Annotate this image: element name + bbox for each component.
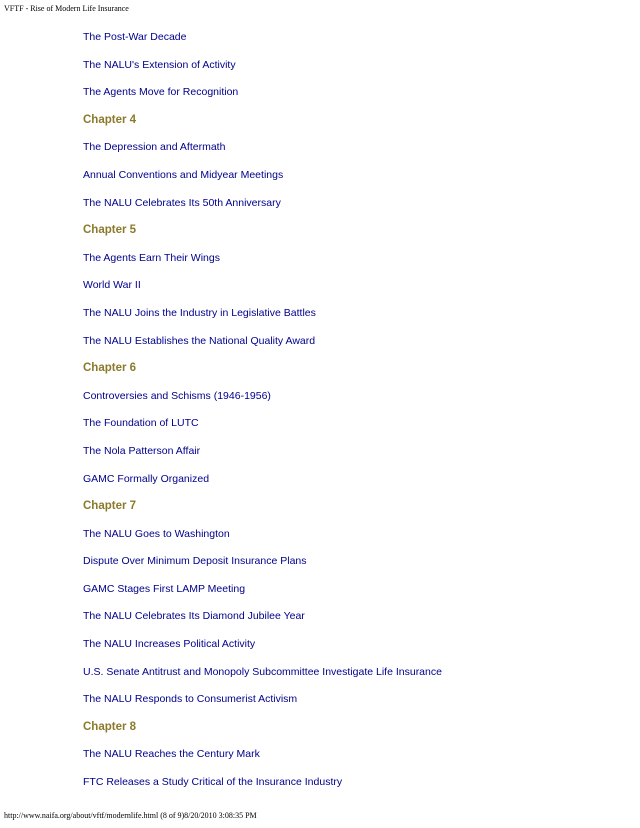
chapter-heading-text: Chapter 6 <box>83 362 137 375</box>
toc-link[interactable]: The Post-War Decade <box>83 31 187 43</box>
toc-link[interactable]: The Foundation of LUTC <box>83 417 199 430</box>
page-header: VFTF - Rise of Modern Life Insurance <box>4 4 129 13</box>
table-of-contents <box>83 28 442 801</box>
toc-link[interactable]: The Depression and Aftermath <box>83 141 226 154</box>
toc-list-item <box>83 304 442 332</box>
toc-list-item <box>83 28 442 56</box>
toc-list-item <box>83 525 442 553</box>
toc-link[interactable]: Annual Conventions and Midyear Meetings <box>83 168 284 181</box>
toc-link[interactable]: GAMC Stages First LAMP Meeting <box>83 582 246 595</box>
toc-list-item <box>83 470 442 498</box>
toc-link[interactable]: GAMC Formally Organized <box>83 472 210 485</box>
toc-link[interactable]: The Agents Move for Recognition <box>83 86 239 99</box>
toc-list-item <box>83 745 442 773</box>
toc-list-item <box>83 442 442 470</box>
toc-link[interactable]: The Agents Earn Their Wings <box>83 251 220 264</box>
chapter-heading <box>83 497 442 525</box>
toc-list-item <box>83 414 442 442</box>
chapter-heading-text: Chapter 8 <box>83 720 137 733</box>
toc-list-item <box>83 580 442 608</box>
toc-link[interactable]: Controversies and Schisms (1946-1956) <box>83 389 271 402</box>
chapter-heading <box>83 111 442 139</box>
toc-list-item <box>83 552 442 580</box>
toc-list-item <box>83 276 442 304</box>
chapter-heading <box>83 221 442 249</box>
toc-list-item <box>83 332 442 360</box>
toc-list-item <box>83 607 442 635</box>
chapter-heading-text: Chapter 4 <box>83 113 137 126</box>
toc-link[interactable]: The NALU Joins the Industry in Legislative Battles <box>83 306 316 319</box>
toc-link[interactable]: The NALU Reaches the Century Mark <box>83 748 260 761</box>
toc-link[interactable]: The NALU Establishes the National Quality Award <box>83 334 316 347</box>
toc-link[interactable]: FTC Releases a Study Critical of the Insurance Industry <box>83 776 343 789</box>
toc-link[interactable]: The NALU's Extension of Activity <box>83 58 236 71</box>
toc-link[interactable]: The NALU Celebrates Its Diamond Jubilee Year <box>83 610 305 623</box>
toc-list-item <box>83 56 442 84</box>
toc-list-item <box>83 690 442 718</box>
toc-list-item <box>83 83 442 111</box>
page-footer: http://www.naifa.org/about/vftf/modernlife.html (8 of 9)8/20/2010 3:08:35 PM <box>4 811 257 820</box>
chapter-heading <box>83 359 442 387</box>
chapter-heading <box>83 718 442 746</box>
toc-list-item <box>83 138 442 166</box>
toc-link[interactable]: U.S. Senate Antitrust and Monopoly Subcommittee Investigate Life Insurance <box>83 665 442 678</box>
toc-list-item <box>83 166 442 194</box>
toc-link[interactable]: The NALU Goes to Washington <box>83 527 230 540</box>
toc-list-item <box>83 773 442 801</box>
chapter-heading-text: Chapter 7 <box>83 500 137 513</box>
toc-list-item <box>83 249 442 277</box>
toc-list-item <box>83 194 442 222</box>
toc-list-item <box>83 663 442 691</box>
toc-link[interactable]: The NALU Increases Political Activity <box>83 638 256 651</box>
toc-link[interactable]: The Nola Patterson Affair <box>83 444 201 457</box>
chapter-heading-text: Chapter 5 <box>83 224 137 237</box>
toc-link[interactable]: The NALU Responds to Consumerist Activism <box>83 693 298 706</box>
toc-link[interactable]: World War II <box>83 279 141 292</box>
toc-link[interactable]: The NALU Celebrates Its 50th Anniversary <box>83 196 281 209</box>
toc-link[interactable]: Dispute Over Minimum Deposit Insurance Plans <box>83 555 307 568</box>
toc-list-item <box>83 387 442 415</box>
toc-list-item <box>83 635 442 663</box>
